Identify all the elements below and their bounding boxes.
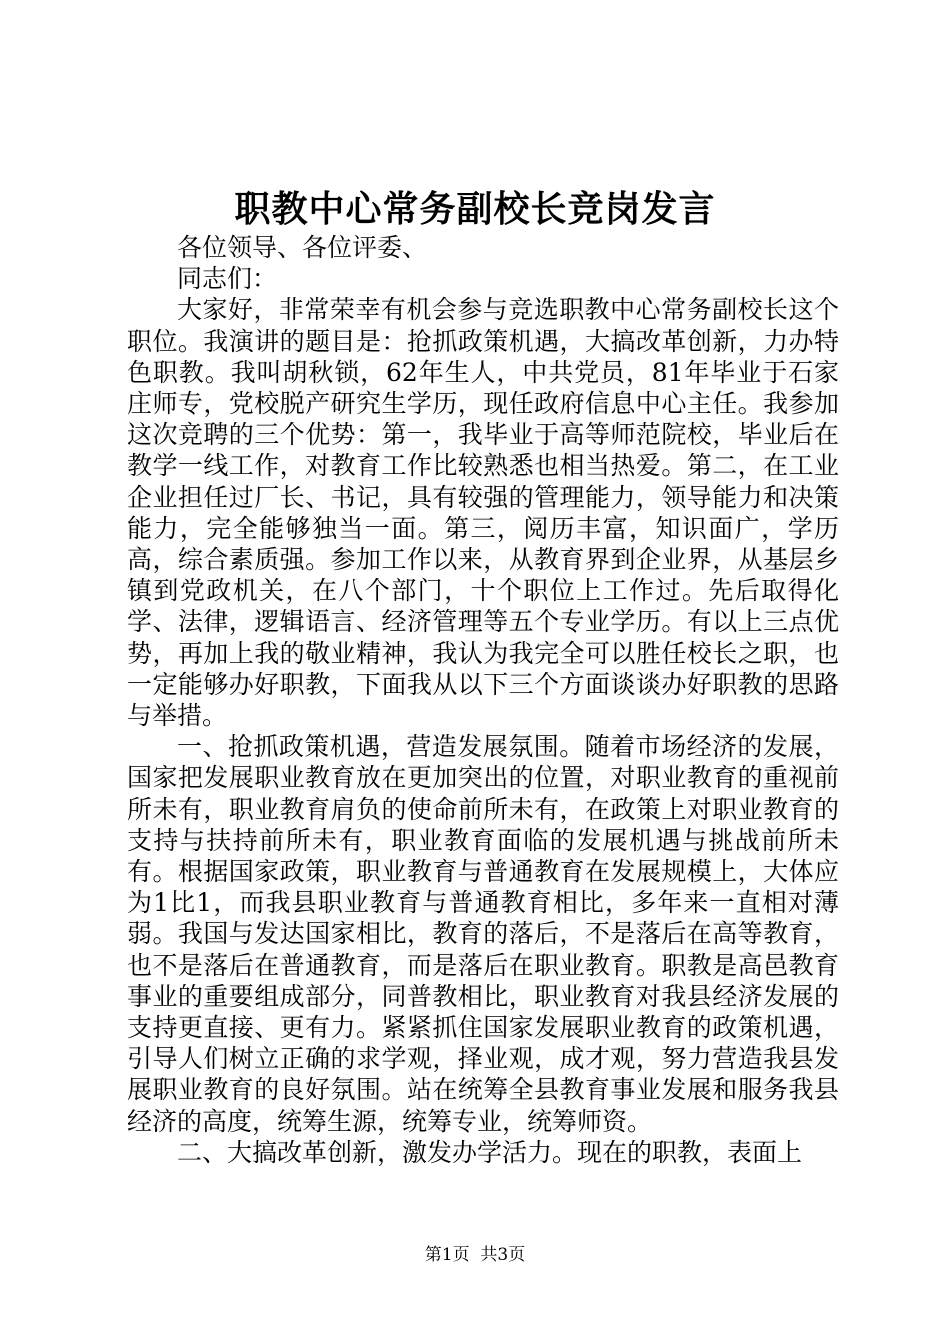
salutation-line-1: 各位领导、各位评委、	[177, 233, 428, 262]
paragraph-section-1: 一、抢抓政策机遇，营造发展氛围。随着市场经济的发展，国家把发展职业教育放在更加突出的位置，对职业教育的重视前所未有，职业教育肩负的使命前所未有，在政策上对职业教育的支持与扶持前所未有，职业教育面临的发展机遇与挑战前所未有。根据国家政策，职业教育与普通教育在发展规模上，大体应为1比1，而我县职业教育与普通教育相比，多年来一直相对薄弱。我国与发达国家相比，教育的落后，不是落后在高等教育，也不是落后在普通教育，而是落后在职业教育。职教是高邑教育事业的重要组成部分，同普教相比，职业教育对我县经济发展的支持更直接、更有力。紧紧抓住国家发展职业教育的政策机遇，引导人们树立正确的求学观，择业观，成才观，努力营造我县发展职业教育的良好氛围。站在统筹全县教育事业发展和服务我县经济的高度，统筹生源，统筹专业，统筹师资。	[127, 732, 839, 1136]
paragraph-section-2: 二、大搞改革创新，激发办学活力。现在的职教，表面上	[177, 1137, 803, 1167]
document-body	[127, 232, 839, 1168]
paragraph-intro: 大家好，非常荣幸有机会参与竞选职教中心常务副校长这个职位。我演讲的题目是：抢抓政策机遇，大搞改革创新，力办特色职教。我叫胡秋锁，62年生人，中共党员，81年毕业于石家庄师专，党校脱产研究生学历，现任政府信息中心主任。我参加这次竞聘的三个优势：第一，我毕业于高等师范院校，毕业后在教学一线工作，对教育工作比较熟悉也相当热爱。第二，在工业企业担任过厂长、书记，具有较强的管理能力，领导能力和决策能力，完全能够独当一面。第三，阅历丰富，知识面广，学历高，综合素质强。参加工作以来，从教育界到企业界，从基层乡镇到党政机关，在八个部门，十个职位上工作过。先后取得化学、法律，逻辑语言、经济管理等五个专业学历。有以上三点优势，再加上我的敬业精神，我认为我完全可以胜任校长之职，也一定能够办好职教，下面我从以下三个方面谈谈办好职教的思路与举措。	[127, 295, 839, 731]
document-title: 职教中心常务副校长竞岗发言	[234, 188, 716, 230]
page-footer	[0, 1244, 950, 1266]
salutation-line-2: 同志们：	[177, 264, 278, 294]
page-number-label: 第1页 共3页	[424, 1245, 526, 1265]
